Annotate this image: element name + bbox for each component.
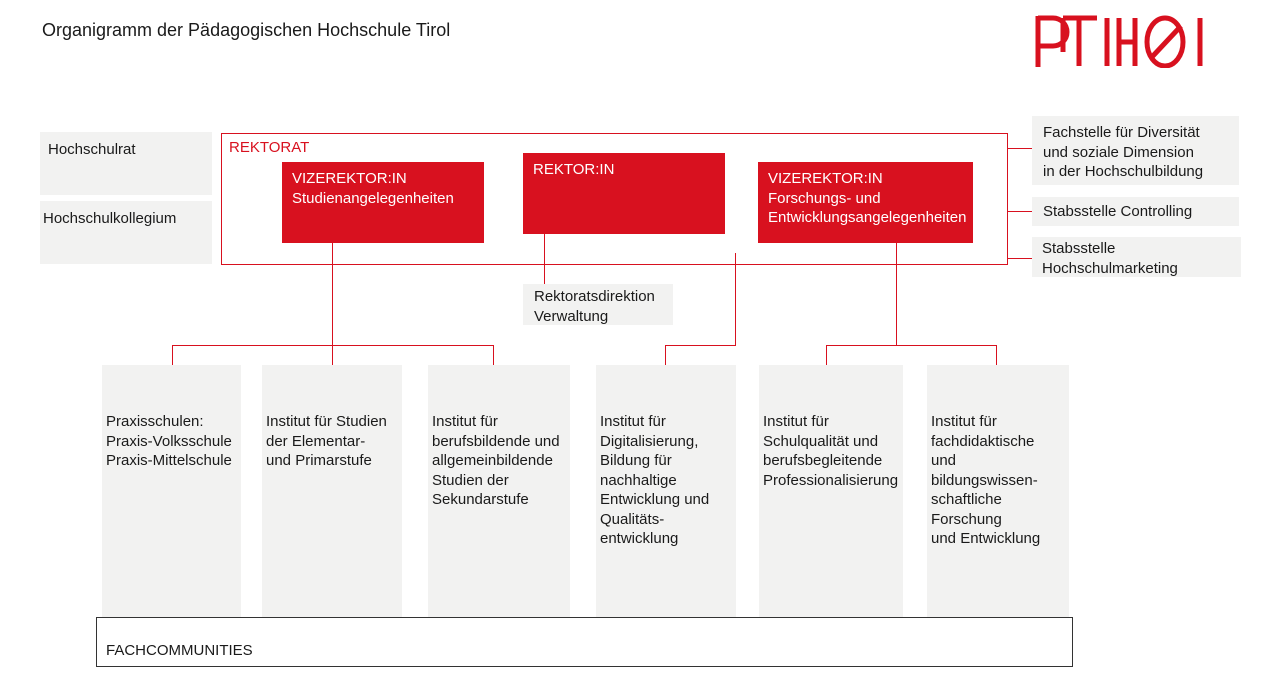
rektor-box: REKTOR:IN bbox=[523, 153, 725, 234]
institute-box-schulqualitaet: Institut für Schulqualität und berufsbegleitende Professionalisierung bbox=[759, 365, 903, 618]
connector-line bbox=[735, 253, 736, 346]
connector-line bbox=[1008, 211, 1032, 212]
connector-line bbox=[826, 345, 827, 365]
institute-box-praxisschulen: Praxisschulen: Praxis-Volksschule Praxis-Mittelschule bbox=[102, 365, 241, 618]
vizerektor-forschung-box: VIZEREKTOR:IN Forschungs- und Entwicklungsangelegenheiten bbox=[758, 162, 973, 243]
stabsstelle-marketing-box: Stabsstelle Hochschulmarketing bbox=[1032, 237, 1241, 277]
institute-box-digitalisierung: Institut für Digitalisierung, Bildung für nachhaltige Entwicklung und Qualitäts- entwicklung bbox=[596, 365, 736, 618]
rektorat-label: REKTORAT bbox=[229, 139, 310, 156]
connector-line bbox=[493, 345, 494, 365]
connector-line bbox=[544, 234, 545, 284]
connector-line bbox=[826, 345, 997, 346]
hochschulrat-label: Hochschulrat bbox=[48, 141, 136, 158]
connector-line bbox=[332, 243, 333, 365]
connector-line bbox=[996, 345, 997, 365]
connector-line bbox=[172, 345, 494, 346]
institute-box-sekundarstufe: Institut für berufsbildende und allgemeinbildende Studien der Sekundarstufe bbox=[428, 365, 570, 618]
hochschulrat-box bbox=[40, 132, 212, 195]
rektoratsdirektion-box: Rektoratsdirektion Verwaltung bbox=[523, 284, 673, 325]
connector-line bbox=[896, 243, 897, 345]
hochschulkollegium-box bbox=[40, 201, 212, 264]
page-title: Organigramm der Pädagogischen Hochschule Tirol bbox=[42, 20, 451, 40]
fachcommunities-box bbox=[96, 617, 1073, 667]
connector-line bbox=[665, 345, 736, 346]
fachstelle-diversitaet-box: Fachstelle für Diversität und soziale Dimension in der Hochschulbildung bbox=[1032, 116, 1239, 185]
connector-line bbox=[665, 345, 666, 365]
fachcommunities-label: FACHCOMMUNITIES bbox=[106, 642, 253, 659]
connector-line bbox=[1008, 148, 1032, 149]
institute-box-elementar-primar: Institut für Studien der Elementar- und Primarstufe bbox=[262, 365, 402, 618]
hochschulkollegium-label: Hochschulkollegium bbox=[43, 210, 177, 227]
vizerektor-studien-box: VIZEREKTOR:IN Studienangelegenheiten bbox=[282, 162, 484, 243]
stabsstelle-controlling-box: Stabsstelle Controlling bbox=[1032, 197, 1239, 226]
connector-line bbox=[172, 345, 173, 365]
institute-box-fachdidaktik: Institut für fachdidaktische und bildungswissen- schaftliche Forschung und Entwicklung bbox=[927, 365, 1069, 618]
pht-logo bbox=[1035, 14, 1207, 68]
connector-line bbox=[1008, 258, 1032, 259]
